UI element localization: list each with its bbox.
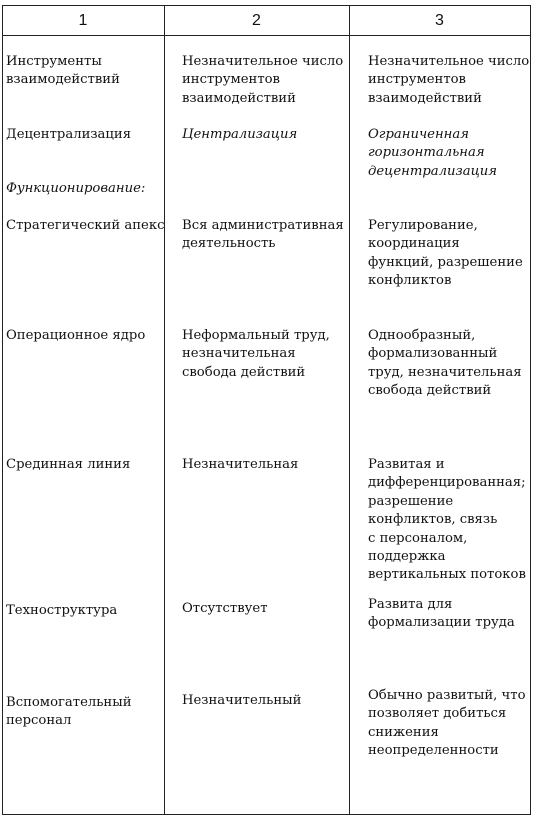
table-row-strategic-apex-col2	[182, 217, 344, 254]
table-row-operating-core-label	[6, 327, 145, 345]
cell-line: позволяет добиться	[368, 706, 507, 722]
cell-line: Неформальный труд,	[182, 328, 330, 343]
cell-line: конфликтов, связь	[368, 512, 498, 528]
cell-line: Децентрализация	[6, 127, 132, 142]
cell-line: Незначительное число	[182, 54, 344, 69]
cell-line: Вся административная	[182, 218, 344, 233]
cell-line: разрешение	[368, 493, 454, 509]
cell-line: деятельность	[182, 236, 276, 252]
cell-line: инструментов	[182, 72, 280, 88]
table-row-middle-line-col2	[182, 456, 298, 474]
cell-line: Техноструктура	[6, 603, 118, 618]
section-heading-functioning	[6, 180, 145, 198]
cell-line: труд, незначительная	[368, 364, 522, 380]
table-row-technostructure-label	[6, 602, 117, 620]
table-left-border	[2, 5, 3, 815]
cell-line: Однообразный,	[368, 328, 476, 343]
cell-line: формализации труда	[368, 615, 515, 631]
cell-line: Незначительный	[182, 693, 302, 708]
cell-line: Ограниченная	[368, 127, 469, 142]
table-row-operating-core-col2	[182, 327, 330, 382]
table-row-technostructure-col3	[368, 596, 515, 633]
cell-line: вертикальных потоков	[368, 567, 526, 583]
cell-line: поддержка	[368, 549, 446, 565]
table-row-support-staff-label	[6, 694, 132, 731]
cell-line: Регулирование,	[368, 218, 478, 233]
table-bottom-border	[2, 814, 531, 815]
cell-line: снижения	[368, 724, 439, 740]
cell-line: Развита для	[368, 597, 453, 612]
cell-line: инструментов	[368, 72, 466, 88]
header-col-1: 1	[78, 12, 88, 29]
cell-line: Незначительное число	[368, 54, 530, 69]
cell-line: Развитая и	[368, 457, 445, 472]
cell-line: Централизация	[182, 127, 298, 142]
cell-line: горизонтальная	[368, 145, 485, 161]
column-divider-1	[164, 5, 165, 815]
cell-line: Незначительная	[182, 457, 299, 472]
table-row-middle-line-col3	[368, 456, 526, 585]
cell-line: Стратегический апекс	[6, 218, 165, 233]
cell-line: координация	[368, 236, 460, 252]
column-divider-2	[349, 5, 350, 815]
cell-line: Отсутствует	[182, 601, 268, 616]
cell-line: децентрализация	[368, 163, 498, 179]
table-row-decentralization-col3	[368, 126, 497, 181]
cell-line: взаимодействий	[182, 90, 296, 106]
cell-line: дифференцированная;	[368, 475, 526, 491]
cell-line: формализованный	[368, 346, 498, 362]
table-row-support-staff-col3	[368, 687, 526, 761]
table-row-middle-line-label	[6, 456, 130, 474]
table-row-support-staff-col2	[182, 692, 301, 710]
cell-line: Обычно развитый, что	[368, 688, 526, 703]
cell-line: Срединная линия	[6, 457, 131, 472]
cell-line: персонал	[6, 713, 72, 729]
cell-line: свобода действий	[368, 383, 492, 399]
cell-line: с персоналом,	[368, 530, 468, 546]
cell-line: взаимодействий	[6, 72, 120, 88]
header-col-2: 2	[252, 12, 261, 29]
cell-line: незначительная	[182, 346, 296, 362]
table-row-instruments-col3	[368, 53, 529, 108]
table-row-decentralization-col2	[182, 126, 297, 144]
cell-line: функций, разрешение	[368, 254, 523, 270]
header-bottom-border	[2, 35, 531, 36]
cell-line: свобода действий	[182, 364, 306, 380]
cell-line: взаимодействий	[368, 90, 482, 106]
table-top-border	[2, 5, 531, 6]
cell-line: конфликтов	[368, 273, 452, 289]
cell-line: Вспомогательный	[6, 695, 132, 710]
table-row-strategic-apex-col3	[368, 217, 523, 291]
table-row-decentralization-label	[6, 126, 131, 144]
cell-line: Инструменты	[6, 54, 102, 69]
table-row-instruments-col2	[182, 53, 343, 108]
cell-line: неопределенности	[368, 743, 499, 759]
cell-line: Операционное ядро	[6, 328, 146, 343]
cell-line: Функционирование:	[6, 181, 146, 196]
table-row-strategic-apex-label	[6, 217, 165, 235]
table-row-operating-core-col3	[368, 327, 522, 401]
table-row-instruments-label	[6, 53, 120, 90]
table-row-technostructure-col2	[182, 600, 268, 618]
table-right-border	[530, 5, 531, 815]
header-col-3: 3	[435, 12, 444, 29]
